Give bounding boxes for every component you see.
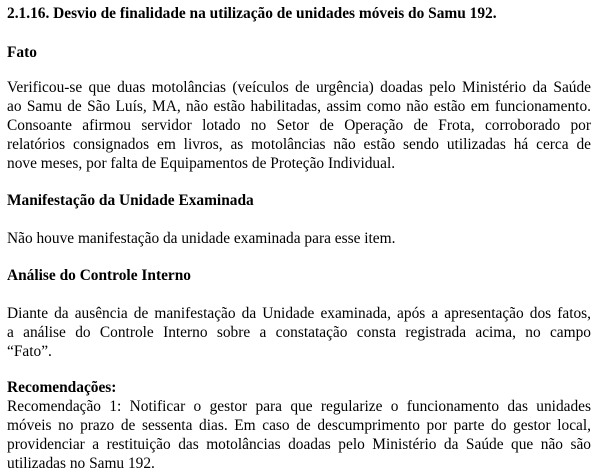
recomendacao-line: móveis no prazo de sessenta dias. Em caso de descumprimento por parte do gestor local,	[7, 417, 591, 434]
fato-line: ao Samu de São Luís, MA, não estão habilitadas, assim como não estão em funcionamento.	[7, 98, 591, 115]
section-title: 2.1.16. Desvio de finalidade na utilização de unidades móveis do Samu 192.	[7, 5, 497, 22]
manifestacao-heading: Manifestação da Unidade Examinada	[7, 192, 254, 209]
fato-line: nove meses, por falta de Equipamentos de Proteção Individual.	[7, 155, 396, 172]
analise-paragraph	[7, 304, 591, 361]
recomendacoes-paragraph	[7, 397, 591, 473]
analise-heading: Análise do Controle Interno	[7, 267, 191, 284]
analise-line: “Fato”.	[7, 343, 52, 360]
fato-line: Verificou-se que duas motolâncias (veículos de urgência) doadas pelo Ministério da Saúde	[7, 79, 591, 96]
fato-paragraph	[7, 78, 591, 173]
fato-line: relatórios consignados em livros, as motolâncias não estão sendo utilizadas há cerca de	[7, 136, 591, 153]
analise-line: a análise do Controle Interno sobre a constatação consta registrada acima, no campo	[7, 324, 591, 341]
manifestacao-paragraph: Não houve manifestação da unidade examinada para esse item.	[7, 230, 396, 247]
recomendacao-line: providenciar a restituição das motolâncias doadas pelo Ministério da Saúde que não são	[7, 436, 591, 453]
recomendacoes-heading: Recomendações:	[7, 379, 117, 396]
recomendacao-line: utilizadas no Samu 192.	[7, 455, 155, 472]
analise-line: Diante da ausência de manifestação da Unidade examinada, após a apresentação dos fatos,	[7, 305, 591, 322]
fato-line: Consoante afirmou servidor lotado no Setor de Operação de Frota, corroborado por	[7, 117, 591, 134]
fato-heading: Fato	[7, 44, 37, 61]
recomendacao-line: Recomendação 1: Notificar o gestor para que regularize o funcionamento das unidades	[7, 398, 591, 415]
